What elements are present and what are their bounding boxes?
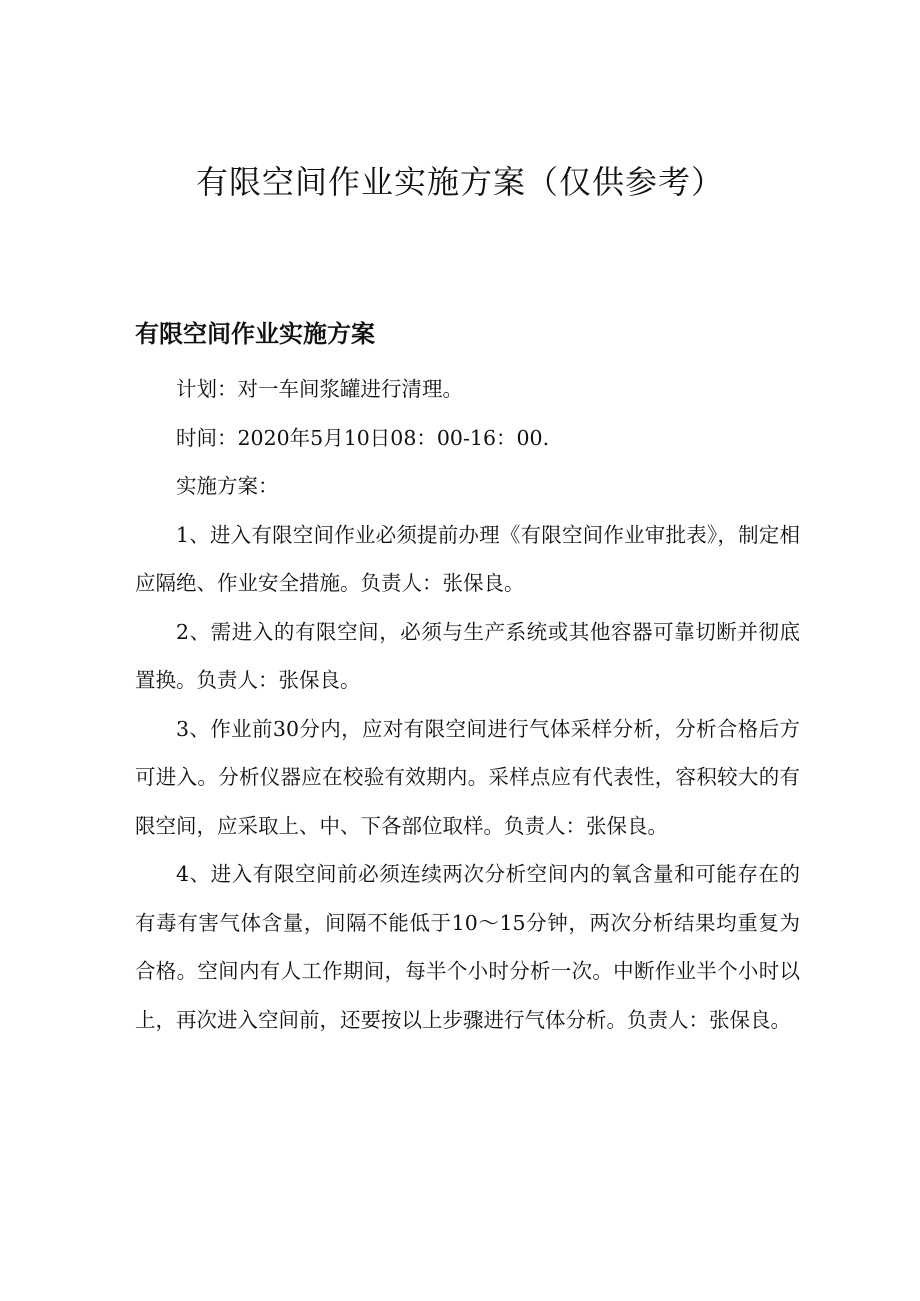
time-line: 时间：2020年5月10日08：00-16：00. (176, 425, 550, 450)
scheme-item-1: 1、进入有限空间作业必须提前办理《有限空间作业审批表》，制定相应隔绝、作业安全措施。负责人：张保良。 (135, 522, 800, 595)
scheme-item-4: 4、进入有限空间前必须连续两次分析空间内的氧含量和可能存在的有毒有害气体含量，间隔不能低于10～15分钟，两次分析结果均重复为合格。空间内有人工作期间，每半个小时分析一次。中断作业半个小时以上，再次进入空间前，还要按以上步骤进行气体分析。负责人：张保良。 (135, 862, 800, 1032)
plan-line: 计划：对一车间浆罐进行清理。 (176, 377, 463, 401)
scheme-item-2: 2、需进入的有限空间，必须与生产系统或其他容器可靠切断并彻底置换。负责人：张保良。 (135, 619, 800, 692)
scheme-label: 实施方案： (176, 474, 279, 498)
section-heading: 有限空间作业实施方案 (135, 320, 375, 348)
scheme-item-3: 3、作业前30分内，应对有限空间进行气体采样分析，分析合格后方可进入。分析仪器应在校验有效期内。采样点应有代表性，容积较大的有限空间，应采取上、中、下各部位取样。负责人：张保良。 (135, 716, 800, 838)
document-title: 有限空间作业实施方案（仅供参考） (195, 163, 724, 201)
document-body (135, 365, 800, 1044)
